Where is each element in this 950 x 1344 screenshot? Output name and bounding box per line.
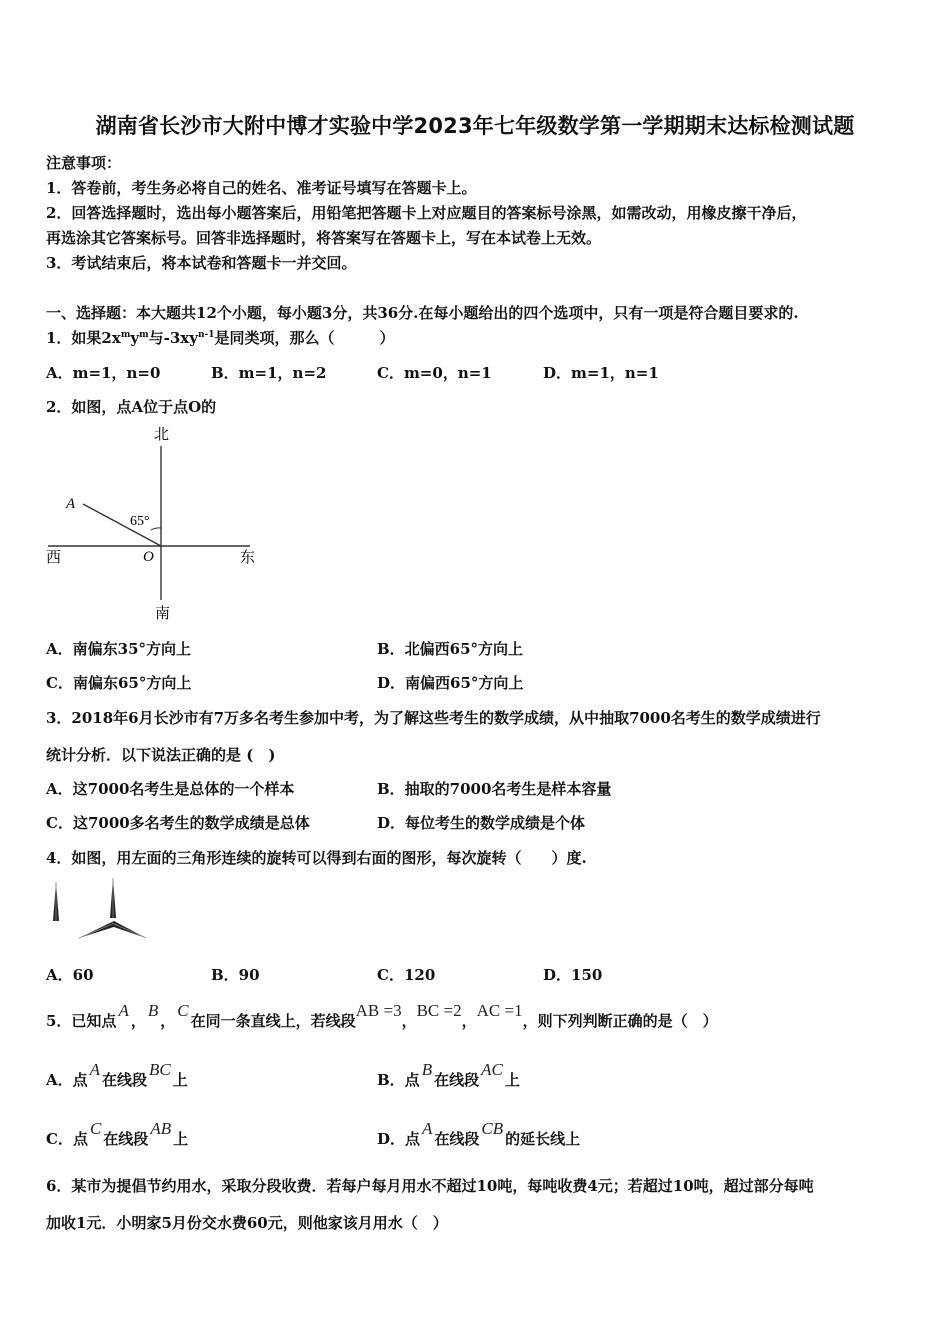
q1-option-b: B．m=1，n=2 — [211, 364, 327, 382]
rotated-triangles — [79, 878, 146, 938]
q1-option-d: D．m=1，n=1 — [543, 364, 659, 382]
notice-item-3: 3．考试结束后，将本试卷和答题卡一并交回。 — [46, 254, 357, 272]
q4-option-c: C．120 — [377, 966, 436, 984]
notice-item-2a: 2．回答选择题时，选出每小题答案后，用铅笔把答题卡上对应题目的答案标号涂黑，如需改动，用橡皮擦干净后， — [46, 204, 807, 222]
question-6-stem-line1: 6．某市为提倡节约用水，采取分段收费．若每户每月用水不超过10吨，每吨收费4元；若超过10吨，超过部分每吨 — [46, 1177, 814, 1195]
label-west: 西 — [46, 550, 62, 566]
q5-option-a: A．点A在线段BC上 — [46, 1060, 188, 1089]
question-3-stem-line2: 统计分析．以下说法正确的是 ( ) — [46, 746, 276, 764]
q2-option-d: D．南偏西65°方向上 — [377, 674, 524, 692]
q5-option-d: D．点A在线段CB的延长线上 — [377, 1119, 581, 1148]
notice-heading: 注意事项： — [46, 154, 122, 172]
angle-arc — [151, 528, 161, 530]
q1-option-c: C．m=0，n=1 — [377, 364, 492, 382]
q3-option-d: D．每位考生的数学成绩是个体 — [377, 814, 586, 832]
rotation-figure — [44, 872, 154, 947]
label-o: O — [143, 549, 154, 565]
q2-option-b: B．北偏西65°方向上 — [377, 640, 524, 658]
notice-item-1: 1．答卷前，考生务必将自己的姓名、准考证号填写在答题卡上。 — [46, 179, 477, 197]
q3-option-b: B．抽取的7000名考生是样本容量 — [377, 780, 612, 798]
label-south: 南 — [155, 606, 171, 622]
question-4-stem: 4．如图，用左面的三角形连续的旋转可以得到右面的图形，每次旋转（ ）度. — [46, 849, 587, 867]
expr-ac: AC =1 — [476, 1001, 523, 1020]
expr-ab: AB =3 — [355, 1001, 402, 1020]
q3-option-a: A．这7000名考生是总体的一个样本 — [46, 780, 295, 798]
label-angle: 65° — [130, 514, 150, 529]
page-title: 湖南省长沙市大附中博才实验中学2023年七年级数学第一学期期末达标检测试题 — [95, 114, 855, 138]
q3-option-c: C．这7000多名考生的数学成绩是总体 — [46, 814, 310, 832]
question-5-stem: 5．已知点A，B，C在同一条直线上，若线段AB =3，BC =2，AC =1，则下列判断正确的是（ ） — [46, 1001, 718, 1030]
q5-option-c: C．点C在线段AB上 — [46, 1119, 189, 1148]
q2-option-c: C．南偏东65°方向上 — [46, 674, 192, 692]
label-a: A — [66, 496, 76, 512]
q2-option-a: A．南偏东35°方向上 — [46, 640, 192, 658]
section-heading: 一、选择题：本大题共12个小题，每小题3分，共36分.在每小题给出的四个选项中，只有一项是符合题目要求的. — [46, 304, 799, 322]
expr-bc: BC =2 — [416, 1001, 462, 1020]
q4-option-d: D．150 — [543, 966, 603, 984]
question-2-stem: 2．如图，点A位于点O的 — [46, 398, 217, 416]
question-3-stem-line1: 3．2018年6月长沙市有7万多名考生参加中考，为了解这些考生的数学成绩，从中抽取7000名考生的数学成绩进行 — [46, 709, 821, 727]
label-east: 东 — [240, 550, 256, 566]
notice-item-2b: 再选涂其它答案标号。回答非选择题时，将答案写在答题卡上，写在本试卷上无效。 — [46, 229, 602, 247]
label-north: 北 — [154, 427, 170, 443]
q5-option-b: B．点B在线段AC上 — [377, 1060, 520, 1089]
q4-option-b: B．90 — [211, 966, 260, 984]
q4-option-a: A．60 — [46, 966, 94, 984]
compass-figure — [40, 420, 270, 625]
question-1-stem: 1．如果$2x^my^m$与$-3xy^{n-1}$是同类项，那么（ ） — [46, 329, 395, 347]
question-6-stem-line2: 加收1元．小明家5月份交水费60元，则他家该月用水（ ） — [46, 1214, 448, 1232]
q1-option-a: A．m=1，n=0 — [46, 364, 161, 382]
